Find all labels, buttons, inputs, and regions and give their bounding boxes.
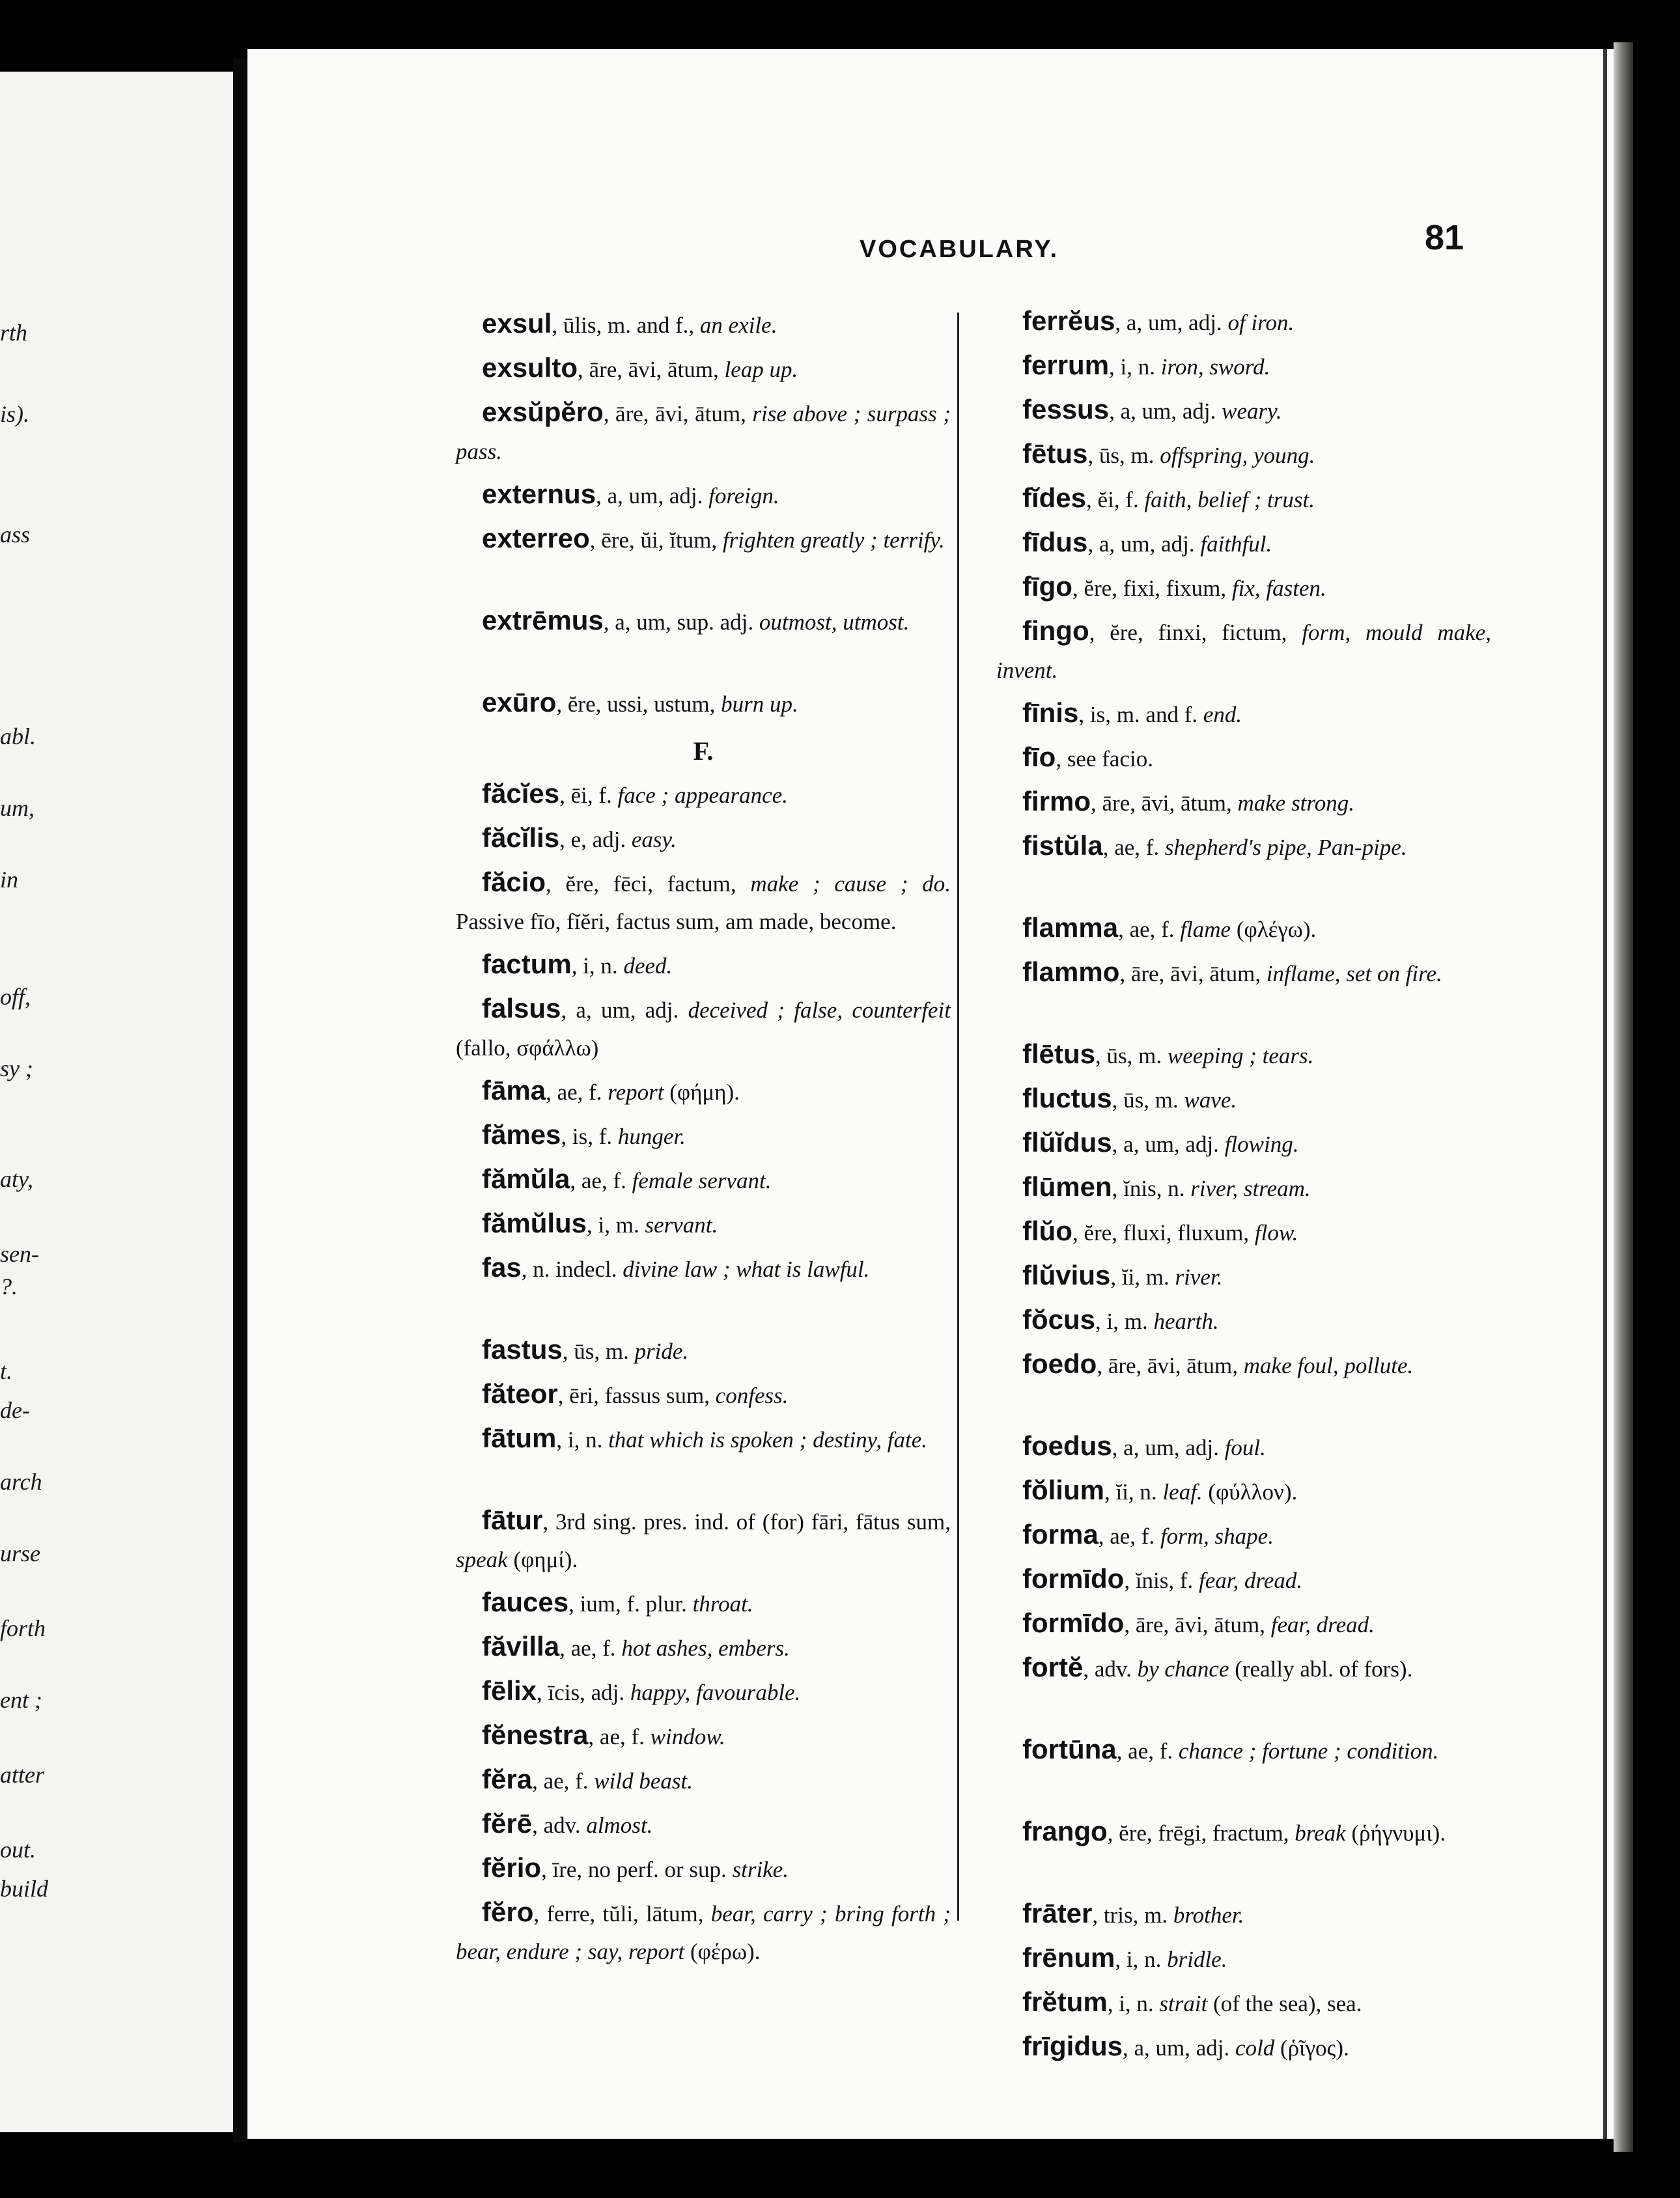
entry-headword: fīnis [1022, 697, 1079, 728]
entry-grammar: , is, f. [561, 1124, 618, 1149]
left-page-fragment: arch [0, 1469, 42, 1495]
entry-gloss: pride. [634, 1339, 689, 1364]
entry-gloss: brother. [1173, 1902, 1244, 1928]
entry-headword: făcĭes [482, 778, 560, 809]
entry-headword: fas [482, 1252, 522, 1283]
entry-etymology: (φέρω). [684, 1939, 761, 1964]
dictionary-entry [996, 302, 1491, 346]
entry-gloss: chance ; fortune ; condition. [1178, 1738, 1439, 1764]
entry-gloss: by chance [1137, 1656, 1229, 1682]
entry-gloss: faith, belief ; trust. [1144, 487, 1315, 512]
left-page-fragment: atter [0, 1762, 44, 1788]
left-page-fragment: out. [0, 1837, 36, 1863]
book-gutter [233, 59, 247, 2142]
entry-headword: fingo [1022, 615, 1089, 646]
entry-grammar: , ūs, m. [562, 1339, 635, 1364]
entry-grammar: , ae, f. [532, 1768, 595, 1794]
entry-headword: ferrum [1022, 350, 1110, 380]
dictionary-entry [456, 1849, 951, 1893]
entry-headword: factum [482, 949, 572, 979]
running-head: VOCABULARY. [860, 236, 1059, 263]
entry-gloss: flow. [1254, 1220, 1298, 1245]
entry-headword: fīgo [1022, 571, 1072, 602]
entry-grammar: , ae, f. [570, 1168, 632, 1193]
entry-headword: fastus [482, 1334, 563, 1365]
entry-grammar: , i, n. [1107, 1991, 1160, 2016]
left-page-fragment: rth [0, 320, 28, 346]
entry-grammar: , see facio. [1056, 746, 1153, 772]
dictionary-entry [996, 694, 1491, 738]
dictionary-entry [996, 783, 1491, 827]
dictionary-entry [456, 863, 951, 945]
entry-headword: fluctus [1022, 1083, 1112, 1113]
entry-grammar: , ferre, tŭli, lātum, [533, 1901, 711, 1927]
entry-grammar: , āre, āvi, ātum, [1091, 790, 1238, 816]
dictionary-entry [996, 827, 1491, 909]
dictionary-entry [456, 1583, 951, 1628]
entry-gloss: hot ashes, embers. [621, 1635, 790, 1661]
entry-grammar: , ae, f. [1116, 1738, 1179, 1764]
entry-gloss: wave. [1184, 1087, 1237, 1113]
entry-headword: fistŭla [1022, 830, 1103, 861]
dictionary-entry [996, 1257, 1491, 1301]
entry-gloss: form, mould make, invent. [996, 620, 1491, 683]
entry-gloss: foreign. [708, 483, 779, 508]
entry-etymology: (fallo, σφάλλω) [456, 1035, 599, 1061]
entry-headword: formīdo [1022, 1563, 1125, 1594]
entry-headword: flŭo [1022, 1216, 1072, 1246]
entry-headword: fātur [482, 1505, 543, 1535]
entry-gloss: river, stream. [1190, 1176, 1311, 1201]
entry-grammar: , a, um, adj. [1112, 1132, 1225, 1157]
dictionary-entry [456, 1716, 951, 1760]
entry-headword: extrēmus [482, 605, 604, 635]
entry-headword: fĕnestra [482, 1719, 589, 1750]
entry-headword: flamma [1022, 912, 1119, 943]
entry-gloss: bear, carry ; bring forth ; bear, endure ; say, report [456, 1901, 951, 1964]
dictionary-entry [996, 391, 1491, 435]
entry-gloss: weary. [1222, 398, 1282, 424]
dictionary-entry [996, 1560, 1491, 1604]
left-page-fragment: build [0, 1876, 49, 1902]
entry-gloss: fear, dread. [1199, 1568, 1303, 1593]
dictionary-entry [996, 1168, 1491, 1212]
dictionary-entry [996, 1035, 1491, 1079]
entry-headword: foedo [1022, 1348, 1097, 1379]
dictionary-entry [456, 1419, 951, 1501]
entry-headword: fētus [1022, 438, 1088, 469]
entry-grammar: , ĕre, fluxi, fluxum, [1072, 1220, 1255, 1245]
entry-gloss: almost. [586, 1813, 653, 1838]
dictionary-entry [456, 1501, 951, 1583]
entry-grammar: , ĕi, f. [1086, 487, 1145, 512]
entry-grammar: , ĭnis, n. [1112, 1176, 1191, 1201]
entry-headword: făvilla [482, 1631, 560, 1662]
entry-headword: fēlix [482, 1675, 537, 1706]
entry-gloss: make strong. [1237, 790, 1354, 816]
entry-headword: exsulto [482, 352, 578, 383]
dictionary-entry [996, 435, 1491, 479]
entry-headword: frango [1022, 1816, 1108, 1846]
entry-headword: fĕro [482, 1897, 534, 1927]
entry-gloss: leaf. [1162, 1479, 1203, 1505]
dictionary-entry [456, 684, 951, 728]
entry-etymology: (ῥήγνυμι). [1345, 1820, 1446, 1846]
entry-gloss: make ; cause ; do. [750, 871, 951, 897]
dictionary-entry [456, 475, 951, 520]
dictionary-entry [996, 2027, 1491, 2072]
entry-headword: fortūna [1022, 1734, 1117, 1764]
entry-headword: fĕra [482, 1764, 533, 1794]
entry-grammar: , ēi, f. [559, 783, 618, 808]
entry-gloss: easy. [631, 827, 677, 852]
dictionary-entry [996, 1471, 1491, 1516]
entry-grammar: , i, n. [571, 953, 624, 979]
entry-grammar: , a, um, adj. [1115, 310, 1228, 335]
dictionary-entry [456, 1204, 951, 1249]
entry-headword: fĕrio [482, 1852, 542, 1883]
section-letter: F. [693, 736, 714, 766]
entry-gloss: cold [1235, 2035, 1275, 2061]
entry-grammar: , īcis, adj. [537, 1680, 630, 1705]
dictionary-entry [996, 1516, 1491, 1560]
entry-gloss: burn up. [721, 691, 798, 717]
entry-gloss: that which is spoken ; destiny, fate. [608, 1427, 928, 1453]
entry-grammar: , a, um, adj. [596, 483, 709, 508]
entry-headword: fămŭlus [482, 1208, 587, 1238]
entry-grammar: , āre, āvi, ātum, [603, 401, 753, 426]
left-page-fragment: ent ; [0, 1687, 42, 1713]
entry-grammar: , ae, f. [588, 1724, 651, 1749]
dictionary-entry [996, 1212, 1491, 1257]
dictionary-entry [996, 346, 1491, 391]
entry-headword: flŭvius [1022, 1260, 1111, 1290]
entry-gloss: break [1295, 1820, 1346, 1846]
dictionary-entry [456, 349, 951, 393]
entry-gloss: frighten greatly ; terrify. [722, 527, 945, 553]
dictionary-entry [456, 520, 951, 602]
entry-headword: firmo [1022, 786, 1091, 816]
dictionary-entry [996, 1983, 1491, 2027]
entry-gloss: form, shape. [1160, 1523, 1274, 1549]
entry-headword: fīo [1022, 742, 1056, 772]
dictionary-entry [996, 523, 1491, 568]
entry-headword: forma [1022, 1519, 1099, 1550]
entry-headword: exsul [482, 308, 552, 339]
dictionary-entry [456, 305, 951, 349]
entry-grammar: , ae, f. [1102, 835, 1165, 860]
entry-headword: făteor [482, 1378, 558, 1409]
entry-grammar: , āre, āvi, ātum, [1097, 1353, 1244, 1378]
entry-gloss: face ; appearance. [617, 783, 788, 808]
entry-headword: foedus [1022, 1430, 1112, 1461]
entry-gloss: hearth. [1153, 1309, 1219, 1334]
entry-headword: făcĭlis [482, 822, 560, 853]
entry-headword: frēnum [1022, 1942, 1115, 1973]
dictionary-entry [456, 1249, 951, 1331]
entry-gloss: window. [650, 1724, 725, 1749]
dictionary-entry [456, 990, 951, 1072]
entry-etymology: (of the sea), sea. [1207, 1991, 1362, 2016]
entry-grammar: , ĭi, m. [1110, 1264, 1175, 1290]
entry-gloss: happy, favourable. [630, 1680, 801, 1705]
dictionary-entry [996, 909, 1491, 953]
entry-grammar: , īre, no perf. or sup. [541, 1857, 733, 1882]
entry-headword: flētus [1022, 1038, 1096, 1069]
entry-grammar: , ium, f. plur. [568, 1591, 693, 1617]
entry-gloss: servant. [645, 1212, 718, 1238]
entry-headword: fĭdes [1022, 482, 1087, 513]
entry-etymology: (φύλλον). [1202, 1479, 1298, 1505]
entry-grammar: , ĭnis, f. [1124, 1568, 1199, 1593]
entry-grammar: , ūs, m. [1095, 1043, 1168, 1068]
entry-headword: fīdus [1022, 527, 1088, 557]
entry-headword: formīdo [1022, 1607, 1125, 1638]
entry-headword: exūro [482, 687, 557, 717]
entry-headword: flūmen [1022, 1171, 1112, 1202]
entry-grammar: , i, m. [1095, 1309, 1154, 1334]
dictionary-entry [996, 1895, 1491, 1939]
entry-gloss: river. [1175, 1264, 1223, 1290]
dictionary-entry [996, 612, 1491, 694]
entry-headword: flŭĭdus [1022, 1127, 1112, 1158]
entry-headword: frāter [1022, 1898, 1093, 1928]
entry-headword: fāma [482, 1075, 546, 1106]
entry-grammar: , n. indecl. [521, 1257, 623, 1282]
entry-gloss: faithful. [1200, 531, 1272, 557]
dictionary-entry [456, 945, 951, 990]
left-page-fragment: ?. [0, 1273, 18, 1300]
entry-gloss: offspring, young. [1160, 443, 1315, 468]
left-page-fragment: ass [0, 522, 31, 548]
right-column [996, 302, 1491, 2072]
left-page-fragment: aty, [0, 1166, 33, 1192]
entry-etymology: (φήμη). [664, 1079, 740, 1105]
dictionary-entry [456, 1805, 951, 1849]
entry-gloss: female servant. [632, 1168, 772, 1193]
entry-grammar: , a, um, adj. [561, 997, 688, 1023]
dictionary-entry [996, 1301, 1491, 1345]
entry-grammar: , āre, āvi, ātum, [1119, 961, 1267, 986]
entry-headword: fŏlium [1022, 1475, 1104, 1505]
entry-gloss: throat. [692, 1591, 753, 1617]
entry-grammar: , adv. [1083, 1656, 1138, 1682]
entry-gloss: inflame, set on fire. [1266, 961, 1442, 986]
left-page-fragment: t. [0, 1358, 13, 1384]
left-page-fragment: off, [0, 984, 31, 1010]
dictionary-entry [456, 393, 951, 475]
left-page-fragment: um, [0, 795, 35, 821]
entry-grammar: , i, n. [1115, 1947, 1168, 1972]
left-page-fragment: in [0, 867, 19, 893]
left-page-fragment: sen- [0, 1241, 39, 1267]
entry-grammar: , ĕre, frēgi, fractum, [1107, 1820, 1295, 1846]
entry-headword: fessus [1022, 394, 1110, 424]
entry-grammar: , is, m. and f. [1078, 702, 1203, 727]
entry-grammar: , i, n. [556, 1427, 609, 1453]
dictionary-entry [456, 1116, 951, 1160]
entry-grammar: , i, m. [587, 1212, 645, 1238]
left-page-fragment: sy ; [0, 1055, 33, 1081]
entry-grammar: , ēri, fassus sum, [557, 1383, 716, 1408]
dictionary-entry [456, 1160, 951, 1204]
entry-headword: exsŭpĕro [482, 396, 604, 427]
entry-gloss: strike. [732, 1857, 789, 1882]
left-page-fragment: is). [0, 401, 29, 427]
left-page-fragment: urse [0, 1540, 40, 1566]
entry-headword: ferrĕus [1022, 305, 1115, 336]
entry-etymology: (ῥῖγος). [1274, 2035, 1349, 2061]
dictionary-entry [996, 479, 1491, 523]
entry-grammar: , āre, āvi, ātum, [1124, 1612, 1271, 1637]
entry-grammar: , 3rd sing. pres. ind. of (for) fāri, fātus sum, [542, 1509, 951, 1535]
dictionary-entry [996, 738, 1491, 783]
entry-gloss: bridle. [1167, 1947, 1227, 1972]
entry-gloss: end. [1203, 702, 1242, 727]
page-edge-shadow [1614, 42, 1633, 2152]
entry-gloss: rise above ; surpass ; pass. [456, 401, 951, 464]
entry-gloss: fix, fasten. [1231, 576, 1326, 601]
entry-headword: fauces [482, 1587, 569, 1617]
entry-gloss: hunger. [617, 1124, 686, 1149]
entry-grammar: , a, um, adj. [1087, 531, 1201, 557]
entry-headword: falsus [482, 993, 561, 1023]
entry-etymology: (φλέγω). [1231, 917, 1317, 942]
entry-grammar: , ēre, ŭi, ĭtum, [589, 527, 723, 553]
page-edge-line [1603, 49, 1607, 2139]
entry-headword: fātum [482, 1423, 557, 1453]
dictionary-entry [996, 1648, 1491, 1731]
entry-grammar: , ae, f. [1098, 1523, 1160, 1549]
entry-grammar: , a, um, adj. [1109, 398, 1222, 424]
entry-headword: fămŭla [482, 1163, 570, 1194]
dictionary-entry [456, 775, 951, 819]
entry-headword: externus [482, 479, 596, 509]
entry-headword: fŏcus [1022, 1304, 1096, 1335]
page-number: 81 [1425, 218, 1464, 257]
entry-grammar: , ūs, m. [1087, 443, 1160, 468]
entry-gloss: confess. [715, 1383, 789, 1408]
column-rule [957, 313, 959, 1921]
entry-etymology: (really abl. of fors). [1229, 1656, 1413, 1682]
dictionary-entry [456, 1331, 951, 1375]
entry-grammar: , ūs, m. [1112, 1087, 1184, 1113]
left-page-edge [0, 72, 233, 2132]
entry-gloss: wild beast. [594, 1768, 693, 1794]
entry-headword: frĕtum [1022, 1986, 1108, 2017]
dictionary-entry [996, 1604, 1491, 1648]
left-page-fragment: abl. [0, 723, 36, 749]
entry-grammar: , adv. [532, 1813, 587, 1838]
dictionary-entry [456, 602, 951, 684]
entry-grammar: , e, adj. [559, 827, 632, 852]
entry-gloss: leap up. [724, 357, 798, 382]
entry-headword: fămes [482, 1119, 561, 1150]
dictionary-entry [996, 568, 1491, 612]
entry-grammar: , ĕre, ussi, ustum, [556, 691, 721, 717]
entry-gloss: deed. [623, 953, 673, 979]
entry-gloss: strait [1159, 1991, 1208, 2016]
entry-gloss: an exile. [699, 313, 777, 338]
entry-grammar: , ūlis, m. and f., [552, 313, 700, 338]
entry-gloss: divine law ; what is lawful. [623, 1257, 870, 1282]
entry-grammar: , ĕre, fixi, fixum, [1072, 576, 1232, 601]
entry-grammar: , a, um, adj. [1112, 1435, 1225, 1460]
entry-headword: fortĕ [1022, 1652, 1084, 1682]
entry-gloss: weeping ; tears. [1167, 1043, 1314, 1068]
entry-headword: făcio [482, 867, 546, 897]
entry-headword: fĕrē [482, 1808, 533, 1839]
entry-gloss: shepherd's pipe, Pan-pipe. [1164, 835, 1407, 860]
entry-gloss: outmost, utmost. [759, 609, 910, 635]
dictionary-entry [996, 1731, 1491, 1813]
entry-grammar: , ĕre, fēci, factum, [546, 871, 751, 897]
dictionary-entry [456, 1893, 951, 1975]
dictionary-entry [456, 1375, 951, 1419]
entry-gloss: deceived ; false, counterfeit [688, 997, 951, 1023]
entry-gloss: flowing. [1224, 1132, 1299, 1157]
dictionary-entry [996, 1813, 1491, 1895]
entry-grammar: , i, n. [1109, 354, 1161, 380]
entry-headword: flammo [1022, 956, 1120, 987]
entry-gloss: report [608, 1079, 664, 1105]
entry-gloss: speak [456, 1547, 508, 1572]
entry-grammar: , ĕre, finxi, fictum, [1089, 620, 1302, 645]
left-page-fragment: forth [0, 1615, 46, 1641]
dictionary-entry [996, 953, 1491, 1035]
dictionary-entry [996, 1939, 1491, 1983]
dictionary-entry [996, 1124, 1491, 1168]
entry-headword: exterreo [482, 523, 590, 553]
entry-headword: frīgidus [1022, 2031, 1123, 2061]
dictionary-entry [996, 1427, 1491, 1471]
entry-gloss: of iron. [1227, 310, 1295, 335]
entry-grammar: , a, um, sup. adj. [603, 609, 759, 635]
entry-etymology: (φημί). [507, 1547, 578, 1572]
entry-grammar: , tris, m. [1092, 1902, 1173, 1928]
dictionary-entry [456, 1628, 951, 1672]
dictionary-entry [456, 1760, 951, 1805]
left-page-fragment: de- [0, 1397, 30, 1423]
entry-grammar: , āre, āvi, ātum, [578, 357, 725, 382]
entry-grammar: , a, um, adj. [1123, 2035, 1236, 2061]
entry-etymology: Passive fīo, fĭĕri, factus sum, am made, become. [456, 909, 897, 934]
entry-gloss: flame [1180, 917, 1231, 942]
entry-grammar: , ae, f. [559, 1635, 622, 1661]
entry-grammar: , ĭi, n. [1104, 1479, 1163, 1505]
dictionary-entry [456, 819, 951, 863]
left-column [456, 305, 951, 1975]
entry-gloss: make foul, pollute. [1243, 1353, 1414, 1378]
entry-gloss: fear, dread. [1270, 1612, 1375, 1637]
entry-gloss: foul. [1224, 1435, 1266, 1460]
entry-grammar: , ae, f. [1118, 917, 1181, 942]
dictionary-entry [456, 1672, 951, 1716]
entry-grammar: , ae, f. [546, 1079, 608, 1105]
dictionary-entry [996, 1079, 1491, 1124]
dictionary-entry [456, 1072, 951, 1116]
entry-gloss: iron, sword. [1160, 354, 1270, 380]
dictionary-entry [996, 1345, 1491, 1427]
